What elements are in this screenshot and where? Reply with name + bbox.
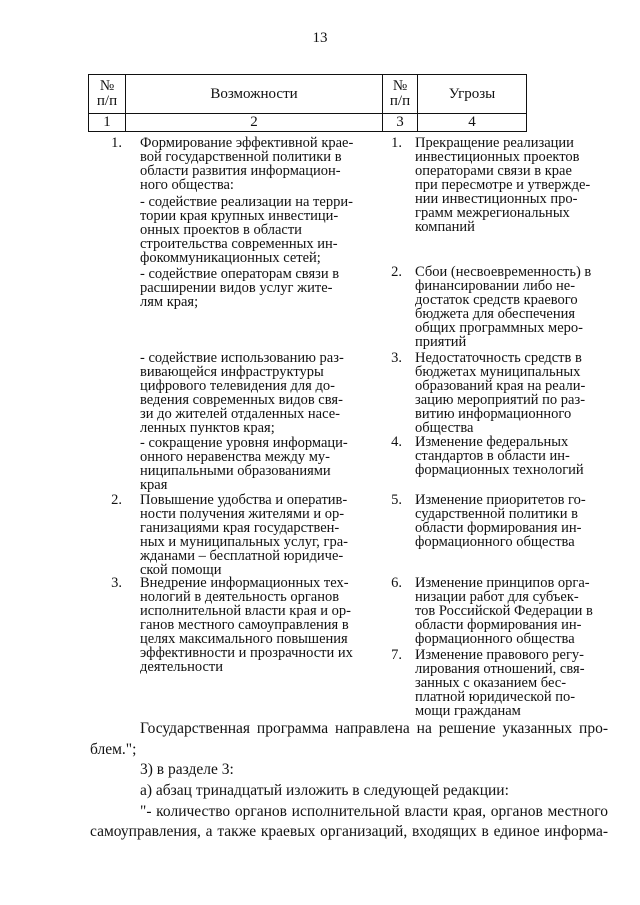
threat-number: 5. [391, 492, 402, 508]
header-num-right: № п/п [383, 75, 418, 114]
threat-number: 7. [391, 647, 402, 663]
threat-number: 4. [391, 434, 402, 450]
opportunity-subitem: - содействие реализации на терри- тории края крупных инвестици- онных проектов в области строительства современных ин- фокоммуникационных сетей; [140, 194, 353, 266]
threat-text: Изменение федеральных стандартов в области ин- формационных технологий [415, 434, 584, 478]
threat-text: Изменение правового регу- лирования отношений, свя- занных с оказанием бес- платной юридической по- мощи гражданам [415, 647, 585, 719]
threat-number: 2. [391, 264, 402, 280]
header-threats: Угрозы [418, 75, 527, 114]
opportunity-subitem: - содействие операторам связи в расширении видов услуг жите- лям края; [140, 266, 340, 310]
opportunity-text: Внедрение информационных тех- нологий в деятельность органов исполнительной власти края и ор- ганов местного самоуправления в целях максимального повышения эффективности и прозрачности их деятельности [140, 575, 353, 675]
threat-text: Сбои (несвоевременность) в финансировании либо не- достаток средств краевого бюджета для обеспечения общих программных меро- приятий [415, 264, 592, 350]
column-number: 4 [418, 114, 527, 132]
threat-number: 3. [391, 350, 402, 366]
opportunity-text: Формирование эффективной крае- вой государственной политики в области развития информацион- ного общества: [140, 135, 354, 193]
column-number: 2 [126, 114, 383, 132]
column-number: 1 [89, 114, 126, 132]
opportunity-subitem: - содействие использованию раз- вивающейся инфраструктуры цифрового телевидения для до- ведения современных видов свя- зи до жителей отдаленных насе- ленных пунктов края; [140, 350, 344, 436]
page-number: 13 [312, 30, 328, 46]
opportunity-text: Повышение удобства и оператив- ности получения жителями и ор- ганизациями края государствен- ных и муниципальных услуг, гра- жданами – бесплатной юридиче- ской помощи [140, 492, 348, 578]
table-header [88, 74, 527, 132]
body-paragraph-continuation: самоуправления, а также краевых организаций, входящих в единое информа- [90, 823, 608, 840]
threat-text: Изменение приоритетов го- сударственной политики в области формирования ин- формационного общества [415, 492, 586, 550]
column-number: 3 [383, 114, 418, 132]
threat-number: 1. [391, 135, 402, 151]
body-paragraph: Государственная программа направлена на решение указанных про- [140, 720, 608, 737]
threat-text: Недостаточность средств в бюджетах муниципальных образований края на реали- зацию мероприятий по раз- витию информационного общества [415, 350, 586, 436]
threat-text: Прекращение реализации инвестиционных проектов операторами связи в крае при пересмотре и утвержде- нии инвестиционных про- грамм межрегиональных компаний [415, 135, 591, 235]
header-opportunities: Возможности [126, 75, 383, 114]
threat-text: Изменение принципов орга- низации работ для субъек- тов Российской Федерации в области формирования ин- формационного общества [415, 575, 593, 647]
body-paragraph-continuation: блем."; [90, 741, 137, 758]
opportunity-number: 2. [111, 492, 122, 508]
body-paragraph: 3) в разделе 3: [140, 761, 234, 778]
body-paragraph: "- количество органов исполнительной власти края, органов местного [140, 803, 608, 820]
header-num-left: № п/п [89, 75, 126, 114]
opportunity-number: 1. [111, 135, 122, 151]
threat-number: 6. [391, 575, 402, 591]
opportunity-subitem: - сокращение уровня информаци- онного неравенства между му- ниципальными образованиями края [140, 435, 348, 493]
opportunity-number: 3. [111, 575, 122, 591]
body-paragraph: а) абзац тринадцатый изложить в следующей редакции: [140, 782, 509, 799]
